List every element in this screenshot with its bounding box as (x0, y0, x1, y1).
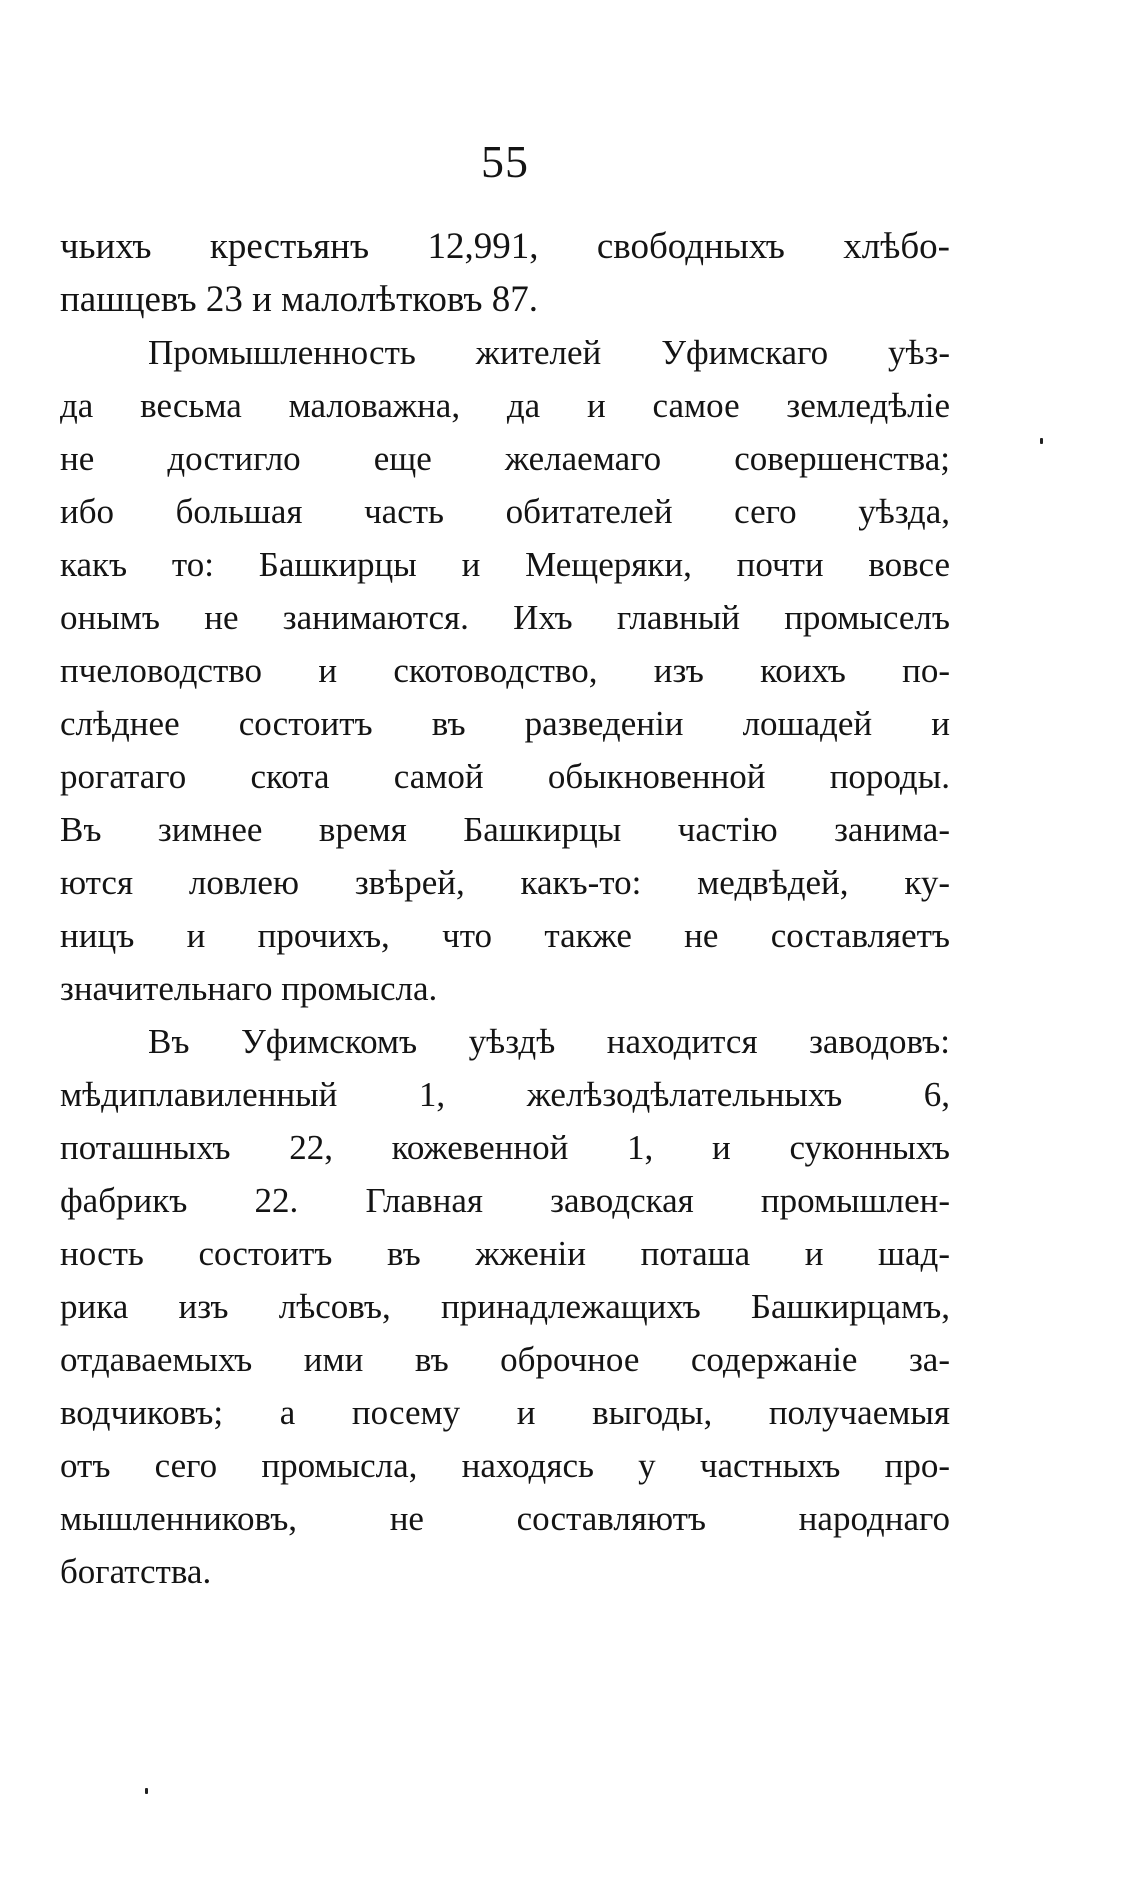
ink-speck (145, 1788, 148, 1794)
paragraph-3 (60, 1015, 950, 1598)
text-line: чьихъ крестьянъ 12,991, свободныхъ хлѣбо- (60, 226, 950, 267)
text-line: богатства. (60, 1552, 212, 1591)
body-text (60, 220, 950, 1598)
text-line: фабрикъ 22. Главная заводская промышлен- (60, 1181, 950, 1220)
text-line: мышленниковъ, не составляютъ народнаго (60, 1499, 950, 1538)
text-line: отъ сего промысла, находясь у частныхъ про- (60, 1446, 950, 1485)
text-line: пашцевъ 23 и малолѣтковъ 87. (60, 279, 539, 320)
text-line: ность состоитъ въ жженіи поташа и шад- (60, 1234, 950, 1273)
text-line: рика изъ лѣсовъ, принадлежащихъ Башкирцамъ, (60, 1287, 950, 1326)
text-line: Въ Уфимскомъ уѣздѣ находится заводовъ: (148, 1022, 950, 1061)
text-line: мѣдиплавиленный 1, желѣзодѣлательныхъ 6, (60, 1075, 950, 1114)
text-line: слѣднее состоитъ въ разведеніи лошадей и (60, 704, 950, 743)
text-line: ются ловлею звѣрей, какъ-то: медвѣдей, ку- (60, 863, 950, 902)
text-line: Въ зимнее время Башкирцы частію занима- (60, 810, 950, 849)
text-line: какъ то: Башкирцы и Мещеряки, почти вовсе (60, 545, 950, 584)
text-line: да весьма маловажна, да и самое земледѣліе (60, 386, 950, 425)
text-line: поташныхъ 22, кожевенной 1, и суконныхъ (60, 1128, 950, 1167)
text-line: пчеловодство и скотоводство, изъ коихъ по- (60, 651, 950, 690)
text-line: водчиковъ; а посему и выгоды, получаемыя (60, 1393, 950, 1432)
text-line: ницъ и прочихъ, что также не составляетъ (60, 916, 950, 955)
ink-speck (1040, 438, 1043, 444)
text-line: отдаваемыхъ ими въ оброчное содержаніе за- (60, 1340, 950, 1379)
page-number: 55 (481, 136, 529, 187)
paragraph-1 (60, 220, 950, 326)
text-line: онымъ не занимаются. Ихъ главный промыселъ (60, 598, 950, 637)
text-line: Промышленность жителей Уфимскаго уѣз- (148, 333, 950, 372)
text-line: значительнаго промысла. (60, 969, 438, 1008)
text-line: ибо большая часть обитателей сего уѣзда, (60, 492, 950, 531)
text-line: рогатаго скота самой обыкновенной породы. (60, 757, 950, 796)
text-line: не достигло еще желаемаго совершенства; (60, 439, 950, 478)
paragraph-2 (60, 326, 950, 1015)
